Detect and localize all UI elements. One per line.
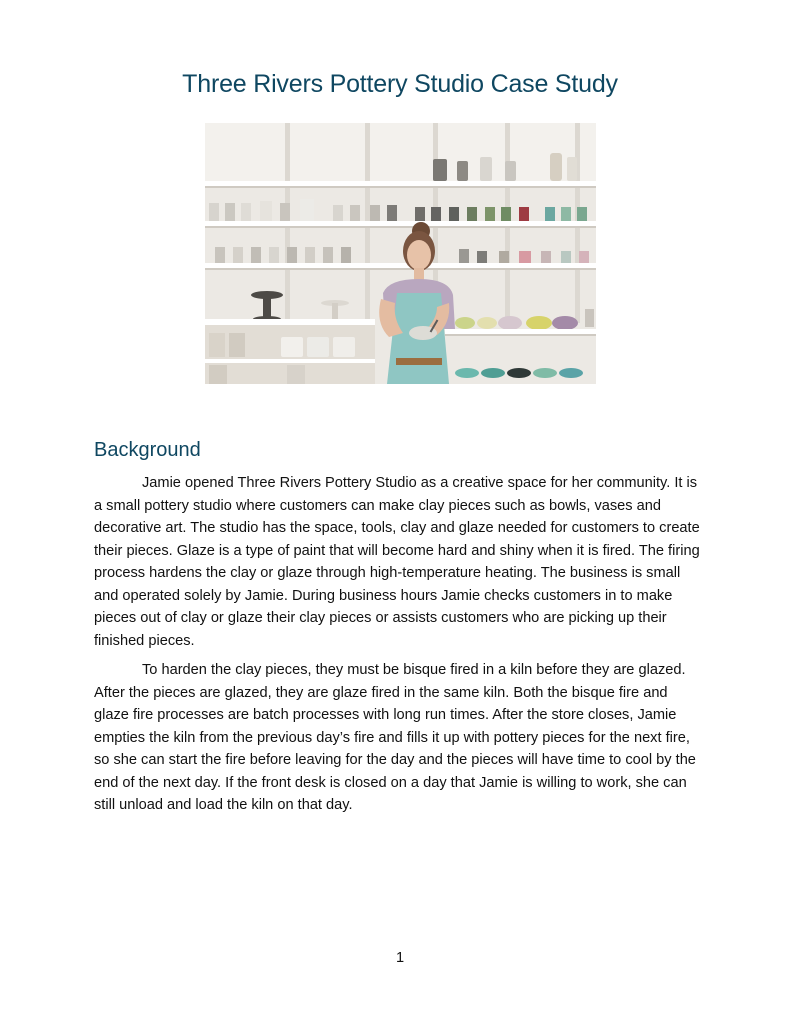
section-heading-background: Background: [94, 439, 201, 461]
page-number: 1: [395, 950, 405, 966]
background-paragraph-2-container: [94, 659, 706, 817]
studio-photo: [205, 123, 596, 384]
page-title: Three Rivers Pottery Studio Case Study: [182, 70, 618, 98]
background-paragraph-1-container: [94, 472, 706, 652]
background-paragraph-2: To harden the clay pieces, they must be bisque fired in a kiln before they are glazed. After the pieces are glazed, they are glaze fired in the same kiln. Both the bisque fire and glaze fire processes are batch processes with long run times. After the store closes, Jamie empties the kiln from the previous day’s fire and fills it up with pottery pieces for the next fire, so she can start the fire before leaving for the day and the pieces will have time to cool by the end of the next day. If the front desk is closed on a day that Jamie is willing to work, she can still unload and load the kiln on that day.: [94, 662, 696, 813]
background-paragraph-1: Jamie opened Three Rivers Pottery Studio as a creative space for her community. It is a small pottery studio where customers can make clay pieces such as bowls, vases and decorative art. The studio has the space, tools, clay and glaze needed for customers to create their pieces. Glaze is a type of paint that will become hard and shiny when it is fired. The firing process hardens the clay or glaze through high-temperature heating. The business is small and operated solely by Jamie. During business hours Jamie checks customers in to make pieces out of clay or glaze their clay pieces or assists customers who are picking up their finished pieces.: [94, 475, 700, 649]
